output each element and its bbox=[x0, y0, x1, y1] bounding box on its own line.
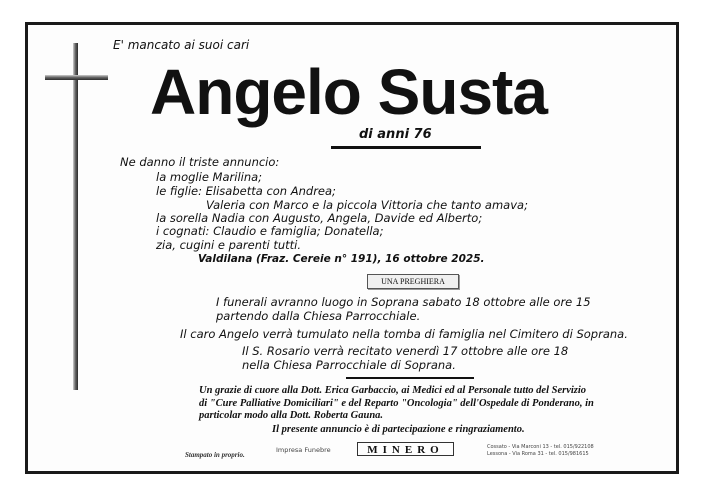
relative-line: zia, cugini e parenti tutti. bbox=[156, 238, 302, 252]
funeral-line: partendo dalla Chiesa Parrocchiale. bbox=[216, 309, 421, 323]
funeral-line: I funerali avranno luogo in Soprana sabato 18 ottobre alle ore 15 bbox=[216, 295, 591, 309]
relative-line: la sorella Nadia con Augusto, Angela, Davide ed Alberto; bbox=[156, 211, 483, 225]
funeral-line: nella Chiesa Parrocchiale di Soprana. bbox=[242, 358, 456, 372]
deceased-name: Angelo Susta bbox=[150, 56, 547, 128]
relative-line: le figlie: Elisabetta con Andrea; bbox=[156, 184, 336, 198]
cross-vertical-bar bbox=[73, 43, 78, 390]
age-underline bbox=[331, 146, 481, 149]
company-address: Cossato - Via Marconi 13 - tel. 015/922108 bbox=[487, 444, 594, 450]
age-text: di anni 76 bbox=[359, 127, 432, 142]
thanks-line: Un grazie di cuore alla Dott. Erica Garbaccio, ai Medici ed al Personale tutto del Servizio bbox=[199, 385, 587, 396]
place-date: Valdilana (Fraz. Cereie n° 191), 16 ottobre 2025. bbox=[198, 253, 485, 265]
announce-text: Ne danno il triste annuncio: bbox=[120, 155, 280, 169]
relative-line: Valeria con Marco e la piccola Vittoria che tanto amava; bbox=[206, 198, 528, 212]
funeral-line: Il caro Angelo verrà tumulato nella tomba di famiglia nel Cimitero di Soprana. bbox=[180, 327, 628, 341]
printed-note: Stampato in proprio. bbox=[185, 451, 245, 459]
separator-line bbox=[346, 377, 474, 379]
company-logo: MINERO bbox=[357, 442, 454, 456]
funeral-line: Il S. Rosario verrà recitato venerdì 17 ottobre alle ore 18 bbox=[242, 344, 569, 358]
relative-line: i cognati: Claudio e famiglia; Donatella; bbox=[156, 224, 384, 238]
thanks-line: di "Cure Palliative Domiciliari" e del Reparto "Oncologia" dell'Ospedale di Ponderano, in bbox=[199, 398, 594, 409]
relative-line: la moglie Marilina; bbox=[156, 170, 263, 184]
thanks-closing: Il presente annuncio è di partecipazione e ringraziamento. bbox=[272, 424, 525, 435]
intro-text: E' mancato ai suoi cari bbox=[113, 38, 250, 52]
company-address: Lessona - Via Roma 31 - tel. 015/981615 bbox=[487, 451, 589, 457]
thanks-line: particolar modo alla Dott. Roberta Gauna. bbox=[199, 410, 384, 421]
prayer-button[interactable]: UNA PREGHIERA bbox=[367, 274, 459, 289]
company-label: Impresa Funebre bbox=[276, 446, 331, 454]
cross-horizontal-bar bbox=[45, 75, 108, 80]
